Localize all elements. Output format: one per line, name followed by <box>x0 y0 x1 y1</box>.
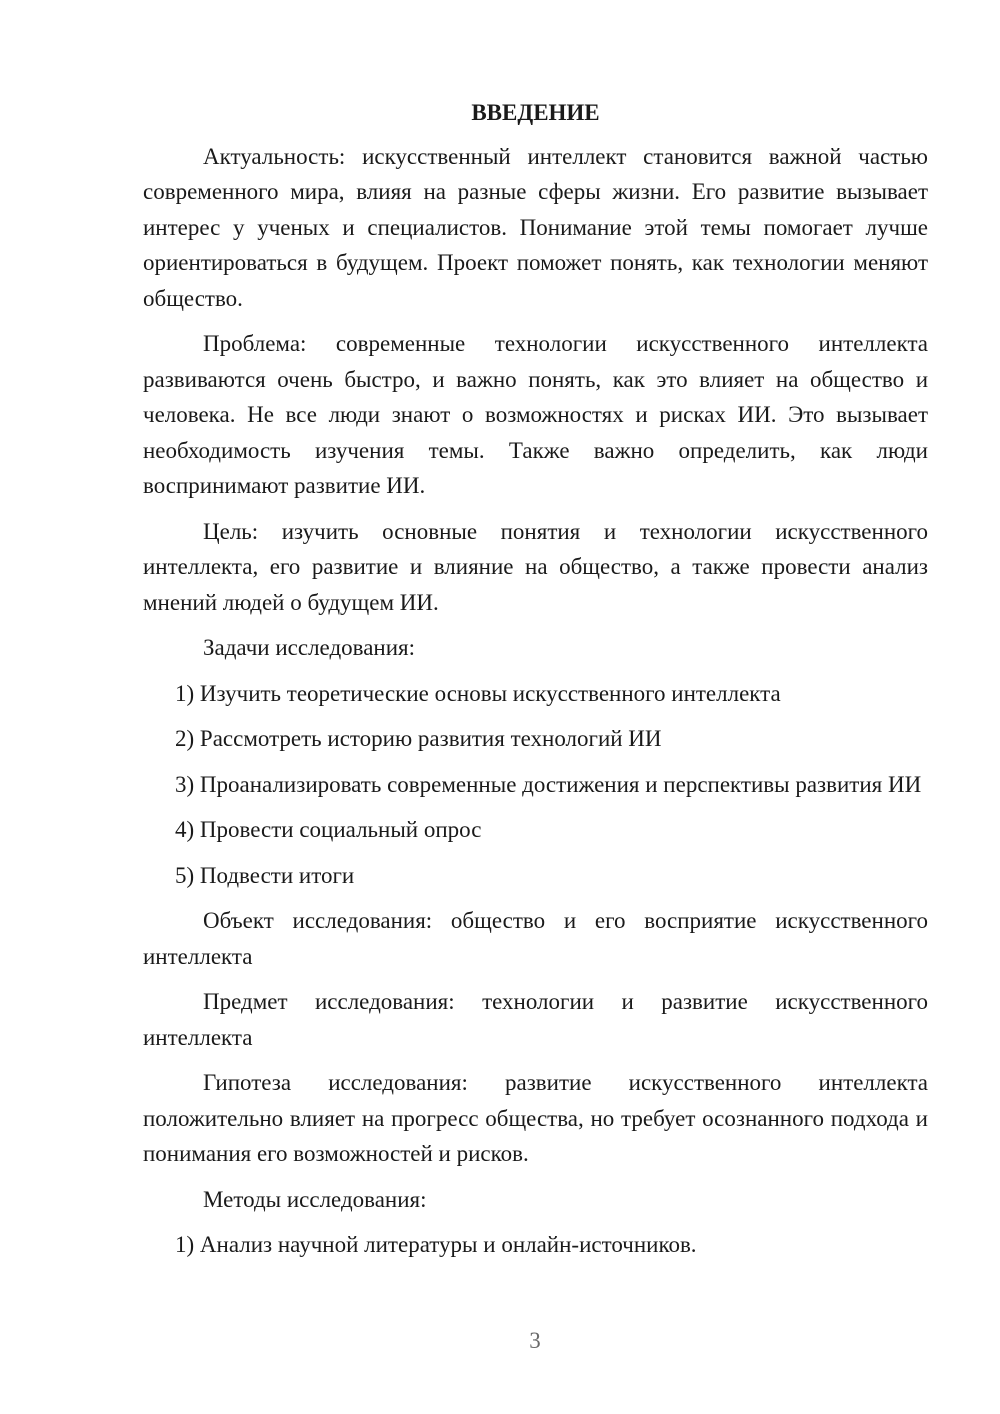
page-number: 3 <box>529 1328 541 1353</box>
task-item-2: 2) Рассмотреть историю развития технологий ИИ <box>175 726 662 751</box>
problem-paragraph: Проблема: современные технологии искусственного интеллекта развиваются очень быстро, и важно понять, как это влияет на общество и человека. Не все люди знают о возможностях и рисках ИИ. Это вызывает необходимость изучения темы. Также важно определить, как люди воспринимают развитие ИИ. <box>143 331 928 498</box>
method-item-1: 1) Анализ научной литературы и онлайн-источников. <box>175 1232 697 1257</box>
relevance-paragraph: Актуальность: искусственный интеллект становится важной частью современного мира, влияя на разные сферы жизни. Его развитие вызывает интерес у ученых и специалистов. Понимание этой темы помогает лучше ориентироваться в будущем. Проект поможет понять, как технологии меняют общество. <box>143 143 928 311</box>
subject-paragraph: Предмет исследования: технологии и развитие искусственного интеллекта <box>143 989 928 1050</box>
section-title: ВВЕДЕНИЕ <box>471 100 600 125</box>
task-item-3: 3) Проанализировать современные достижения и перспективы развития ИИ <box>175 771 922 797</box>
document-page <box>143 95 928 1273</box>
task-item-4: 4) Провести социальный опрос <box>175 817 482 842</box>
task-item-5: 5) Подвести итоги <box>175 862 355 888</box>
tasks-heading: Задачи исследования: <box>203 635 416 660</box>
hypothesis-paragraph: Гипотеза исследования: развитие искусственного интеллекта положительно влияет на прогресс общества, но требует осознанного подхода и понимания его возможностей и рисков. <box>143 1070 928 1166</box>
goal-paragraph: Цель: изучить основные понятия и технологии искусственного интеллекта, его развитие и влияние на общество, а также провести анализ мнений людей о будущем ИИ. <box>143 518 928 615</box>
methods-heading: Методы исследования: <box>203 1186 427 1212</box>
object-paragraph: Объект исследования: общество и его восприятие искусственного интеллекта <box>143 908 928 969</box>
task-item-1: 1) Изучить теоретические основы искусственного интеллекта <box>175 680 781 706</box>
